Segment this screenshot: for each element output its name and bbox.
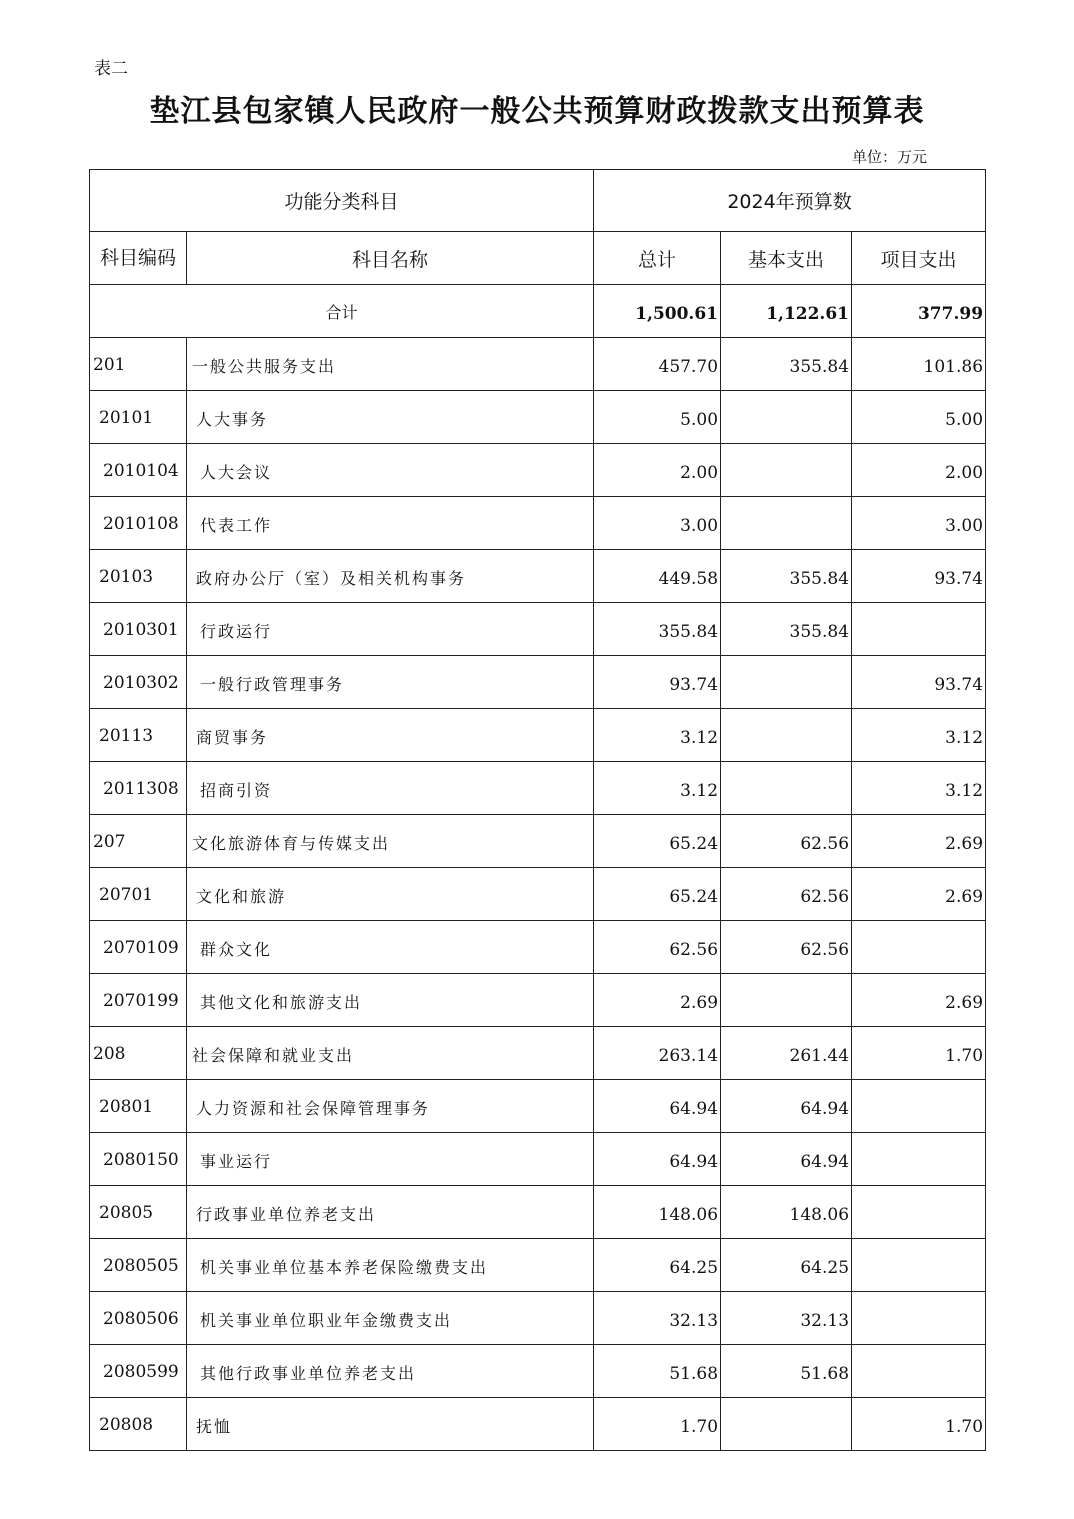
table-row [90,1027,986,1080]
table-label: 表二 [94,59,128,79]
row-basic [721,1398,852,1451]
table-row [90,709,986,762]
table-row [90,1239,986,1292]
row-code: 201 [90,338,187,391]
row-code: 2070199 [90,974,187,1027]
row-project: 3.12 [852,709,986,762]
row-name: 机关事业单位职业年金缴费支出 [187,1292,594,1345]
row-basic: 62.56 [721,815,852,868]
table-row [90,1292,986,1345]
row-code: 207 [90,815,187,868]
row-project: 2.69 [852,974,986,1027]
row-code: 2010301 [90,603,187,656]
row-basic [721,497,852,550]
row-name: 行政运行 [187,603,594,656]
row-project: 2.69 [852,815,986,868]
row-total: 65.24 [594,815,721,868]
row-total: 449.58 [594,550,721,603]
total-total: 1,500.61 [594,285,721,338]
row-code: 2080599 [90,1345,187,1398]
row-total: 2.69 [594,974,721,1027]
row-total: 64.94 [594,1080,721,1133]
row-basic: 32.13 [721,1292,852,1345]
header-function-classification: 功能分类科目 [90,170,594,232]
row-project [852,1186,986,1239]
header-total: 总计 [594,232,721,285]
row-basic: 261.44 [721,1027,852,1080]
header-name: 科目名称 [187,232,594,285]
row-total: 62.56 [594,921,721,974]
row-project [852,1239,986,1292]
row-total: 51.68 [594,1345,721,1398]
table-row [90,1186,986,1239]
row-total: 32.13 [594,1292,721,1345]
row-code: 2080506 [90,1292,187,1345]
table-row [90,444,986,497]
row-code: 2011308 [90,762,187,815]
row-name: 代表工作 [187,497,594,550]
row-total: 3.12 [594,762,721,815]
row-code: 20103 [90,550,187,603]
header-column-row [90,232,986,285]
row-name: 人大事务 [187,391,594,444]
table-row [90,391,986,444]
row-name: 行政事业单位养老支出 [187,1186,594,1239]
row-project [852,603,986,656]
row-project [852,1080,986,1133]
row-name: 文化和旅游 [187,868,594,921]
row-basic: 64.94 [721,1080,852,1133]
row-name: 一般公共服务支出 [187,338,594,391]
row-basic: 64.94 [721,1133,852,1186]
row-basic: 148.06 [721,1186,852,1239]
row-project: 93.74 [852,656,986,709]
row-name: 其他文化和旅游支出 [187,974,594,1027]
table-row [90,868,986,921]
row-code: 20805 [90,1186,187,1239]
header-code: 科目编码 [90,232,187,285]
row-basic [721,974,852,1027]
row-project: 2.00 [852,444,986,497]
row-project [852,1292,986,1345]
row-basic [721,444,852,497]
row-basic [721,391,852,444]
row-name: 政府办公厅（室）及相关机构事务 [187,550,594,603]
row-name: 招商引资 [187,762,594,815]
row-project: 3.00 [852,497,986,550]
row-basic: 355.84 [721,603,852,656]
row-project: 2.69 [852,868,986,921]
row-name: 人力资源和社会保障管理事务 [187,1080,594,1133]
row-total: 355.84 [594,603,721,656]
budget-table [89,169,986,1451]
table-row [90,1345,986,1398]
row-code: 20101 [90,391,187,444]
row-code: 2080505 [90,1239,187,1292]
row-basic [721,656,852,709]
row-project: 101.86 [852,338,986,391]
row-total: 263.14 [594,1027,721,1080]
table-row [90,1133,986,1186]
page-title: 垫江县包家镇人民政府一般公共预算财政拨款支出预算表 [149,94,925,129]
row-code: 2070109 [90,921,187,974]
row-total: 148.06 [594,1186,721,1239]
row-name: 文化旅游体育与传媒支出 [187,815,594,868]
total-basic: 1,122.61 [721,285,852,338]
row-name: 一般行政管理事务 [187,656,594,709]
table-row [90,1398,986,1451]
table-row [90,815,986,868]
row-project: 5.00 [852,391,986,444]
row-basic: 62.56 [721,868,852,921]
row-project [852,1133,986,1186]
table-row [90,762,986,815]
total-row [90,285,986,338]
row-code: 20113 [90,709,187,762]
table-row [90,1080,986,1133]
row-name: 机关事业单位基本养老保险缴费支出 [187,1239,594,1292]
row-project [852,921,986,974]
table-row [90,603,986,656]
row-basic: 64.25 [721,1239,852,1292]
row-project: 1.70 [852,1398,986,1451]
row-name: 事业运行 [187,1133,594,1186]
total-label: 合计 [90,285,594,338]
row-name: 其他行政事业单位养老支出 [187,1345,594,1398]
row-code: 2010302 [90,656,187,709]
row-total: 64.25 [594,1239,721,1292]
row-total: 3.12 [594,709,721,762]
row-total: 457.70 [594,338,721,391]
row-name: 人大会议 [187,444,594,497]
total-project: 377.99 [852,285,986,338]
table-row [90,550,986,603]
row-basic: 51.68 [721,1345,852,1398]
row-code: 208 [90,1027,187,1080]
row-basic [721,762,852,815]
table-row [90,656,986,709]
header-basic: 基本支出 [721,232,852,285]
row-total: 93.74 [594,656,721,709]
row-basic: 355.84 [721,338,852,391]
unit-label: 单位：万元 [852,148,928,166]
row-code: 2010108 [90,497,187,550]
row-basic [721,709,852,762]
table-row [90,497,986,550]
row-total: 3.00 [594,497,721,550]
table-row [90,338,986,391]
row-name: 商贸事务 [187,709,594,762]
row-project: 1.70 [852,1027,986,1080]
row-project: 3.12 [852,762,986,815]
table-row [90,974,986,1027]
row-code: 2010104 [90,444,187,497]
row-name: 社会保障和就业支出 [187,1027,594,1080]
row-code: 20801 [90,1080,187,1133]
row-code: 20808 [90,1398,187,1451]
row-project [852,1345,986,1398]
header-project: 项目支出 [852,232,986,285]
header-budget-year: 2024年预算数 [594,170,986,232]
header-group-row [90,170,986,232]
row-project: 93.74 [852,550,986,603]
row-total: 64.94 [594,1133,721,1186]
row-name: 抚恤 [187,1398,594,1451]
row-total: 2.00 [594,444,721,497]
row-code: 20701 [90,868,187,921]
table-row [90,921,986,974]
row-total: 1.70 [594,1398,721,1451]
row-basic: 355.84 [721,550,852,603]
row-basic: 62.56 [721,921,852,974]
row-code: 2080150 [90,1133,187,1186]
row-total: 5.00 [594,391,721,444]
row-total: 65.24 [594,868,721,921]
row-name: 群众文化 [187,921,594,974]
